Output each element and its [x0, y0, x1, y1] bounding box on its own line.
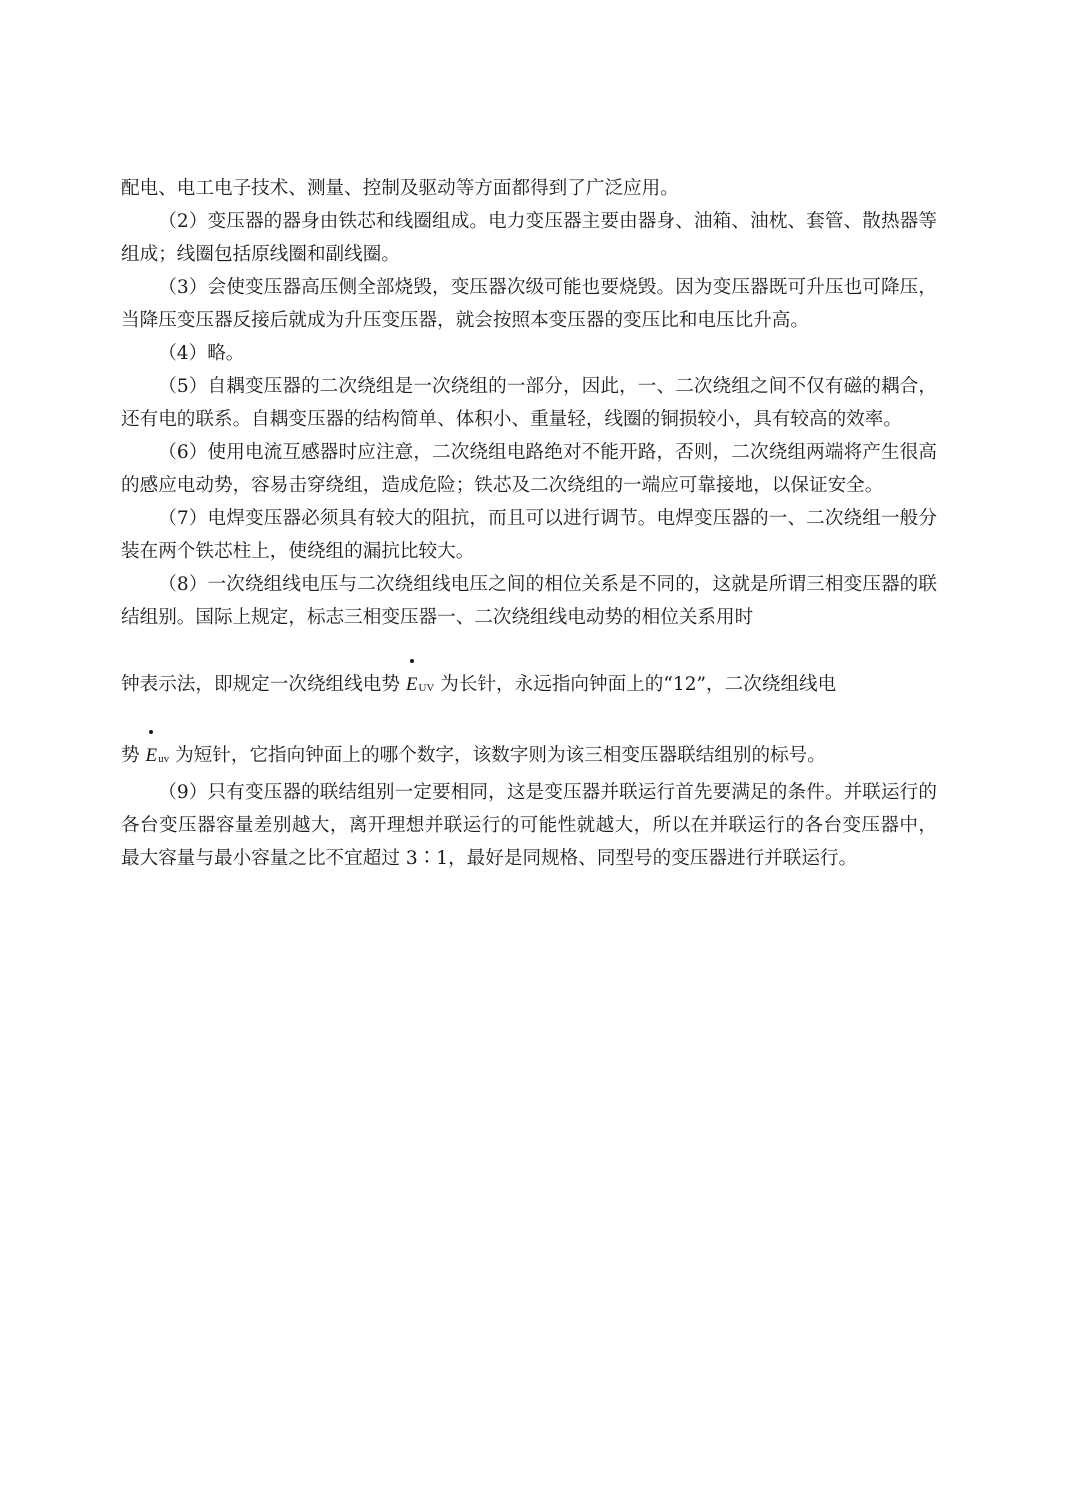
phasor-dot — [410, 659, 414, 663]
paragraph-8-text-5: 为短针，它指向钟面上的哪个数字，该数字则为该三相变压器联结组别的标号。 — [175, 745, 826, 766]
paragraph-8-formula-line-1 — [121, 668, 937, 705]
paragraph-7: （7）电焊变压器必须具有较大的阻抗，而且可以进行调节。电焊变压器的一、二次绕组一般分装在两个铁芯柱上，使绕组的漏抗比较大。 — [121, 508, 937, 562]
secondary-emf-letter: E — [145, 745, 158, 766]
paragraph-8-text-2: 钟表示法，即规定一次绕组线电势 — [121, 674, 400, 695]
paragraph-8-text-3: 为长针，永远指向钟面上的“12”，二次绕组线电 — [440, 674, 837, 695]
paragraph-2: （2）变压器的器身由铁芯和线圈组成。电力变压器主要由器身、油箱、油枕、套管、散热器等组成；线圈包括原线圈和副线圈。 — [121, 211, 937, 265]
document-body — [121, 172, 937, 875]
paragraph-4: （4）略。 — [158, 343, 245, 364]
paragraph-3: （3）会使变压器高压侧全部烧毁，变压器次级可能也要烧毁。因为变压器既可升压也可降压，当降压变压器反接后就成为升压变压器，就会按照本变压器的变压比和电压比升高。 — [121, 277, 937, 331]
paragraph-8-text-1: （8）一次绕组线电压与二次绕组线电压之间的相位关系是不同的，这就是所谓三相变压器的联结组别。国际上规定，标志三相变压器一、二次绕组线电动势的相位关系用时 — [121, 574, 937, 628]
primary-emf-letter: E — [405, 674, 418, 695]
paragraph-continued: 配电、电工电子技术、测量、控制及驱动等方面都得到了广泛应用。 — [121, 178, 679, 199]
paragraph-8 — [121, 568, 937, 776]
primary-emf-subscript: UV — [418, 682, 435, 694]
secondary-emf-subscript: uv — [158, 753, 170, 765]
paragraph-9: （9）只有变压器的联结组别一定要相同，这是变压器并联运行首先要满足的条件。并联运行的各台变压器容量差别越大，离开理想并联运行的可能性就越大，所以在并联运行的各台变压器中，最大容量与最小容量之比不宜超过 3∶1，最好是同规格、同型号的变压器进行并联运行。 — [121, 782, 937, 869]
paragraph-6: （6）使用电流互感器时应注意，二次绕组电路绝对不能开路，否则，二次绕组两端将产生很高的感应电动势，容易击穿绕组，造成危险；铁芯及二次绕组的一端应可靠接地，以保证安全。 — [121, 442, 937, 496]
paragraph-8-formula-line-2 — [121, 739, 937, 776]
paragraph-8-text-4: 势 — [121, 745, 140, 766]
secondary-emf-symbol — [146, 739, 158, 772]
primary-emf-symbol — [406, 668, 418, 701]
phasor-dot — [149, 730, 153, 734]
paragraph-5: （5）自耦变压器的二次绕组是一次绕组的一部分，因此，一、二次绕组之间不仅有磁的耦合，还有电的联系。自耦变压器的结构简单、体积小、重量轻，线圈的铜损较小，具有较高的效率。 — [121, 376, 937, 430]
